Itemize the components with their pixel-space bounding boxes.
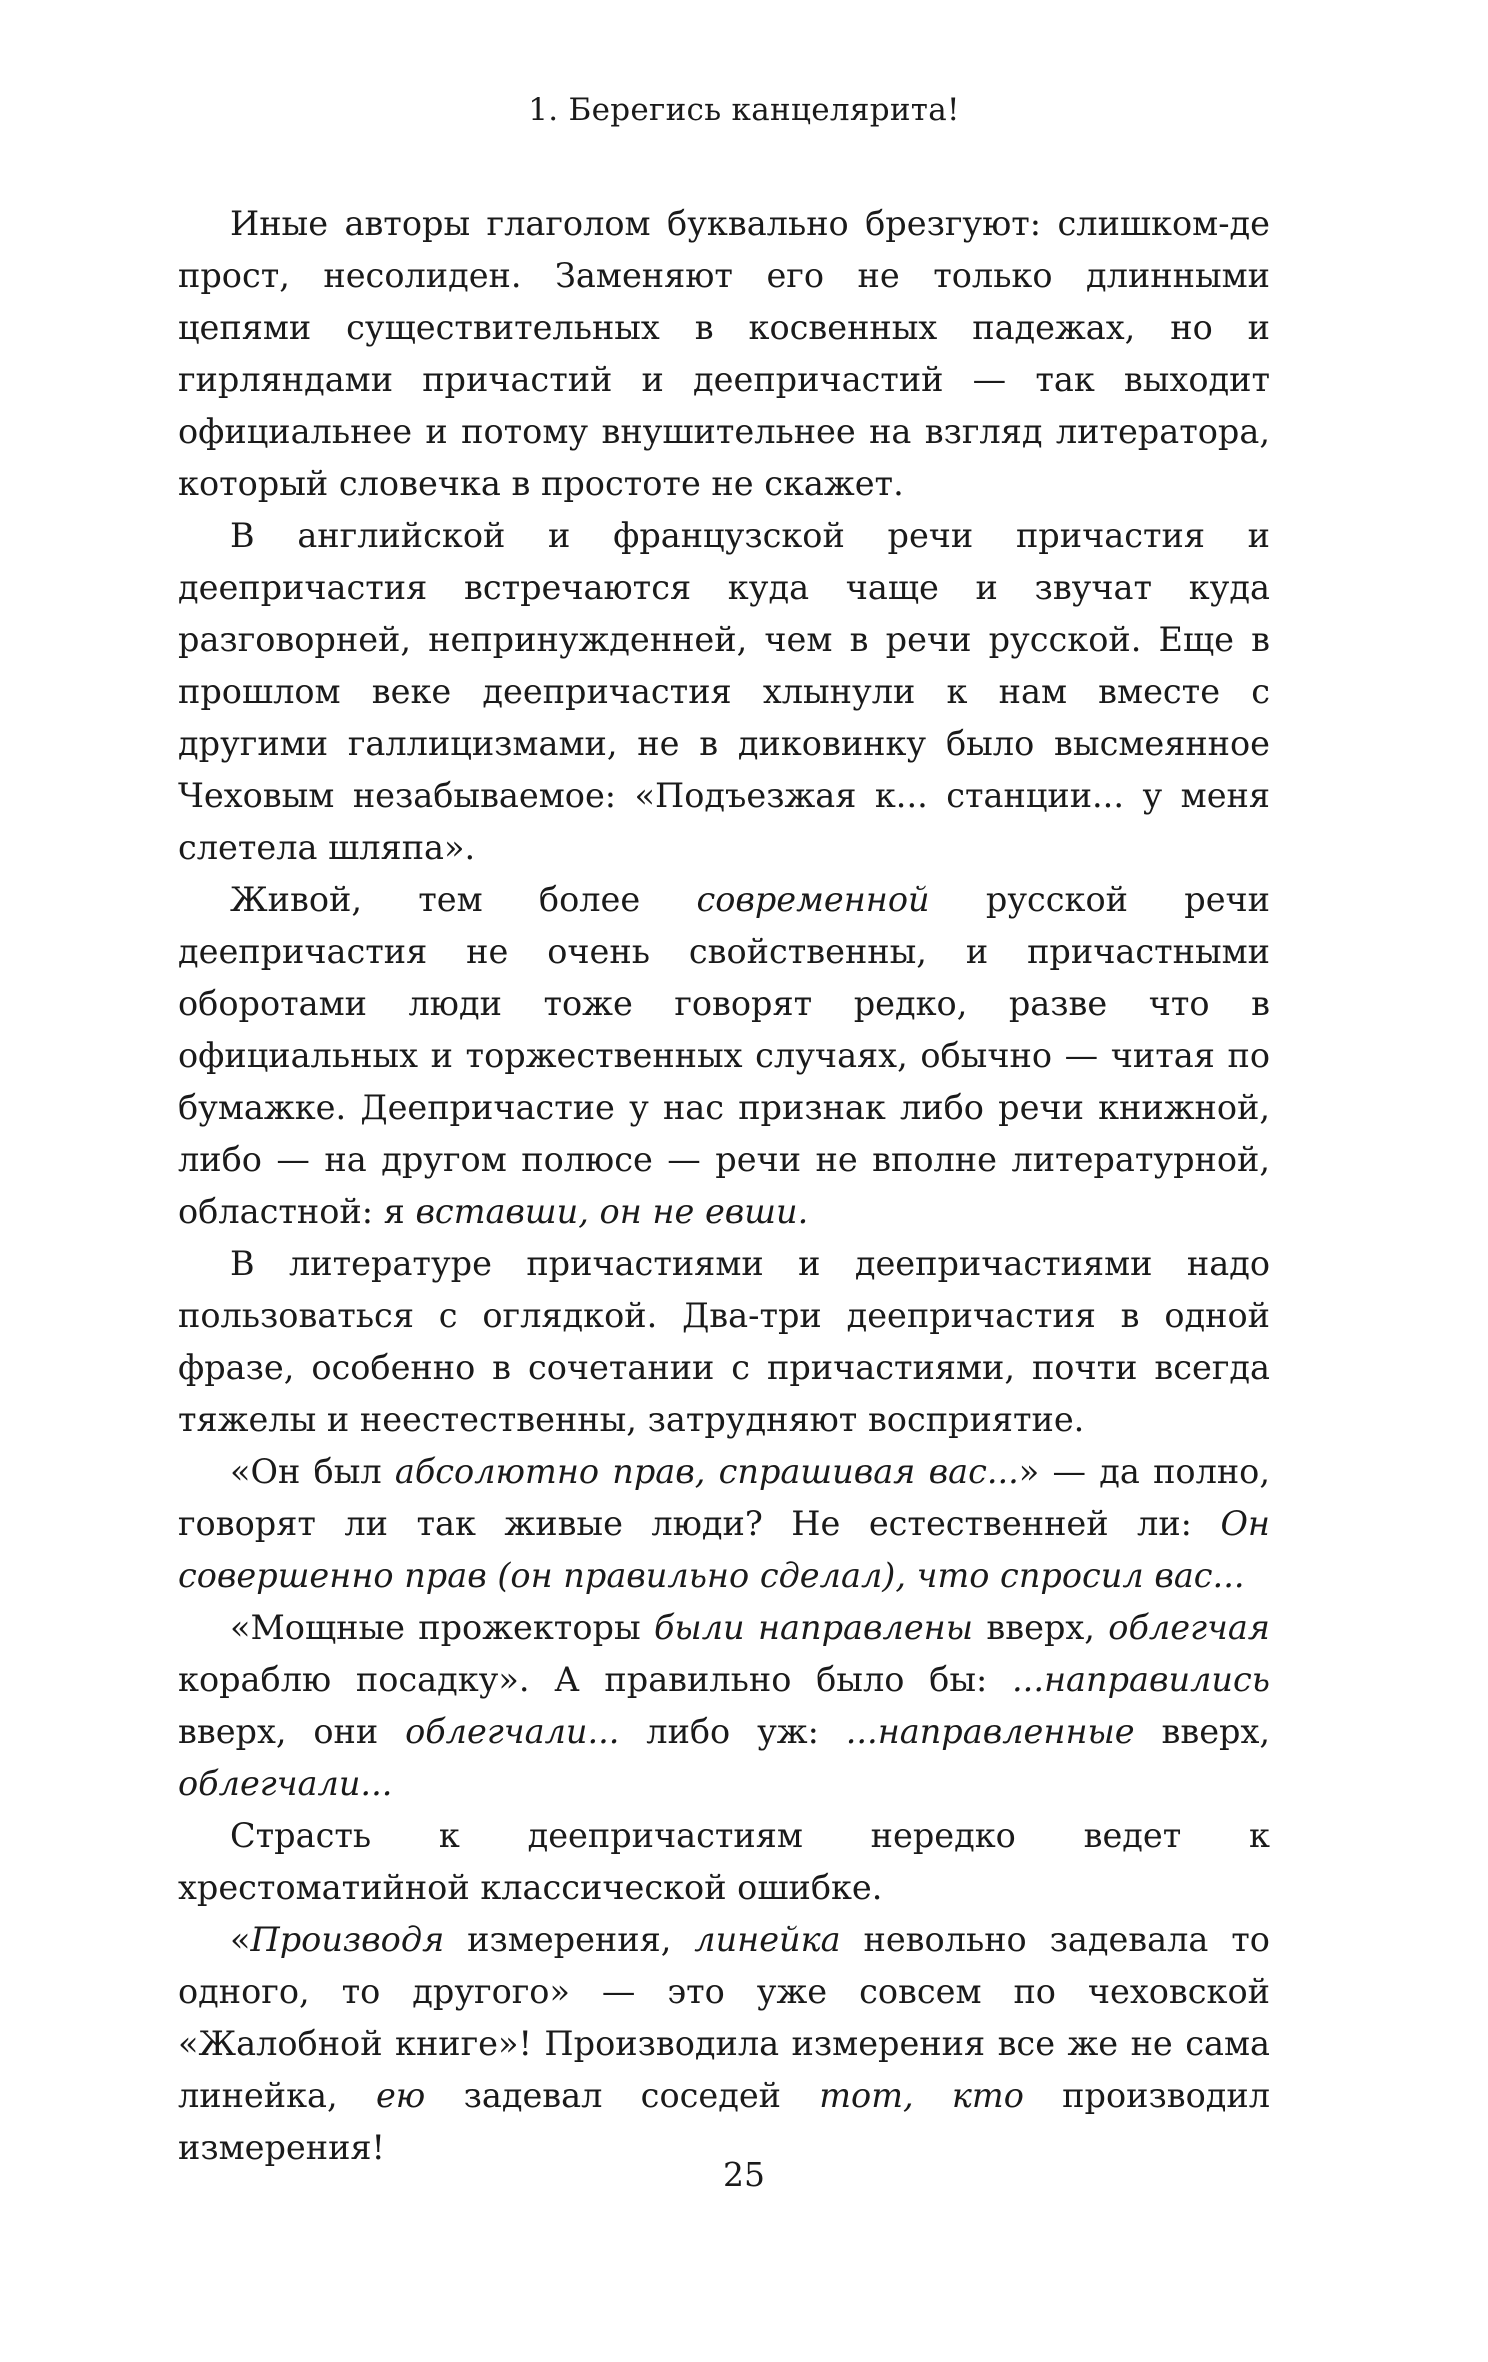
italic-segment: абсолютно прав, спрашивая вас... [394,1452,1019,1491]
italic-segment: облегчая [1108,1608,1270,1647]
text-segment: Живой, тем более [230,880,697,919]
text-segment: Иные авторы глаголом буквально брезгуют: слишком-де прост, несолиден. Заменяют его не только длинными цепями существительных в косвенных падежах, но и гирляндами причастий и деепричастий — так выходит официальнее и потому внушительнее на взгляд литератора, который словечка в простоте не скажет. [178,204,1270,503]
text-segment: » — да полно, говорят ли так живые люди? Не естественней ли: [178,1452,1270,1543]
paragraph [178,510,1270,874]
text-segment: измерения, [444,1920,695,1959]
paragraph [178,1810,1270,1914]
italic-segment: современной [696,880,930,919]
paragraph [178,1602,1270,1810]
paragraph [178,1238,1270,1446]
text-segment: «Мощные прожекторы [230,1608,654,1647]
text-segment: вверх, [973,1608,1109,1647]
italic-segment: ею [375,2076,426,2115]
italic-segment: Производя [250,1920,445,1959]
paragraph [178,1446,1270,1602]
text-segment: Страсть к деепричастиям нередко ведет к хрестоматийной классической ошибке. [178,1816,1270,1907]
italic-segment: были направлены [653,1608,974,1647]
text-segment: « [230,1920,251,1959]
text-segment: невольно задевала то одного, то другого» — это уже совсем по чеховской «Жалобной книге»! Производила измерения все же не сама линейка, [178,1920,1270,2115]
paragraph [178,1914,1270,2174]
italic-segment: вставши, он не евши. [415,1192,809,1231]
text-segment: вверх, [1134,1712,1271,1751]
italic-segment: тот, кто [819,2076,1024,2115]
italic-segment: ...направились [1012,1660,1270,1699]
text-segment: либо уж: [619,1712,846,1751]
text-segment: кораблю посадку». А правильно было бы: [178,1660,1013,1699]
text-segment: В литературе причастиями и деепричастиями надо пользоваться с оглядкой. Два-три деепричастия в одной фразе, особенно в сочетании с причастиями, почти всегда тяжелы и неестественны, затрудняют восприятие. [178,1244,1270,1439]
running-head: 1. Берегись канцелярита! [528,92,960,128]
text-segment: вверх, они [178,1712,406,1751]
paragraph [178,874,1270,1238]
body-text [178,198,1270,2174]
italic-segment: облегчали... [178,1764,393,1803]
italic-segment: Он совершенно прав (он правильно сделал), что спросил вас... [178,1504,1270,1595]
paragraph [178,198,1270,510]
text-segment: задевал соседей [425,2076,820,2115]
page-number: 25 [723,2155,765,2194]
italic-segment: ...направленные [845,1712,1135,1751]
italic-segment: линейка [694,1920,841,1959]
text-segment: В английской и французской речи причастия и деепричастия встречаются куда чаще и звучат куда разговорней, непринужденней, чем в речи русской. Еще в прошлом веке деепричастия хлынули к нам вместе с другими галлицизмами, не в диковинку было высмеянное Чеховым незабываемое: «Подъезжая к... станции... у меня слетела шляпа». [178,516,1270,867]
text-segment: «Он был [230,1452,395,1491]
text-segment: русской речи деепричастия не очень свойственны, и причастными оборотами люди тоже говорят редко, разве что в официальных и торжественных случаях, обычно — читая по бумажке. Деепричастие у нас признак либо речи книжной, либо — на другом полюсе — речи не вполне литературной, областной: я [178,880,1270,1231]
italic-segment: облегчали... [405,1712,620,1751]
text-segment: производил измерения! [178,2076,1270,2167]
